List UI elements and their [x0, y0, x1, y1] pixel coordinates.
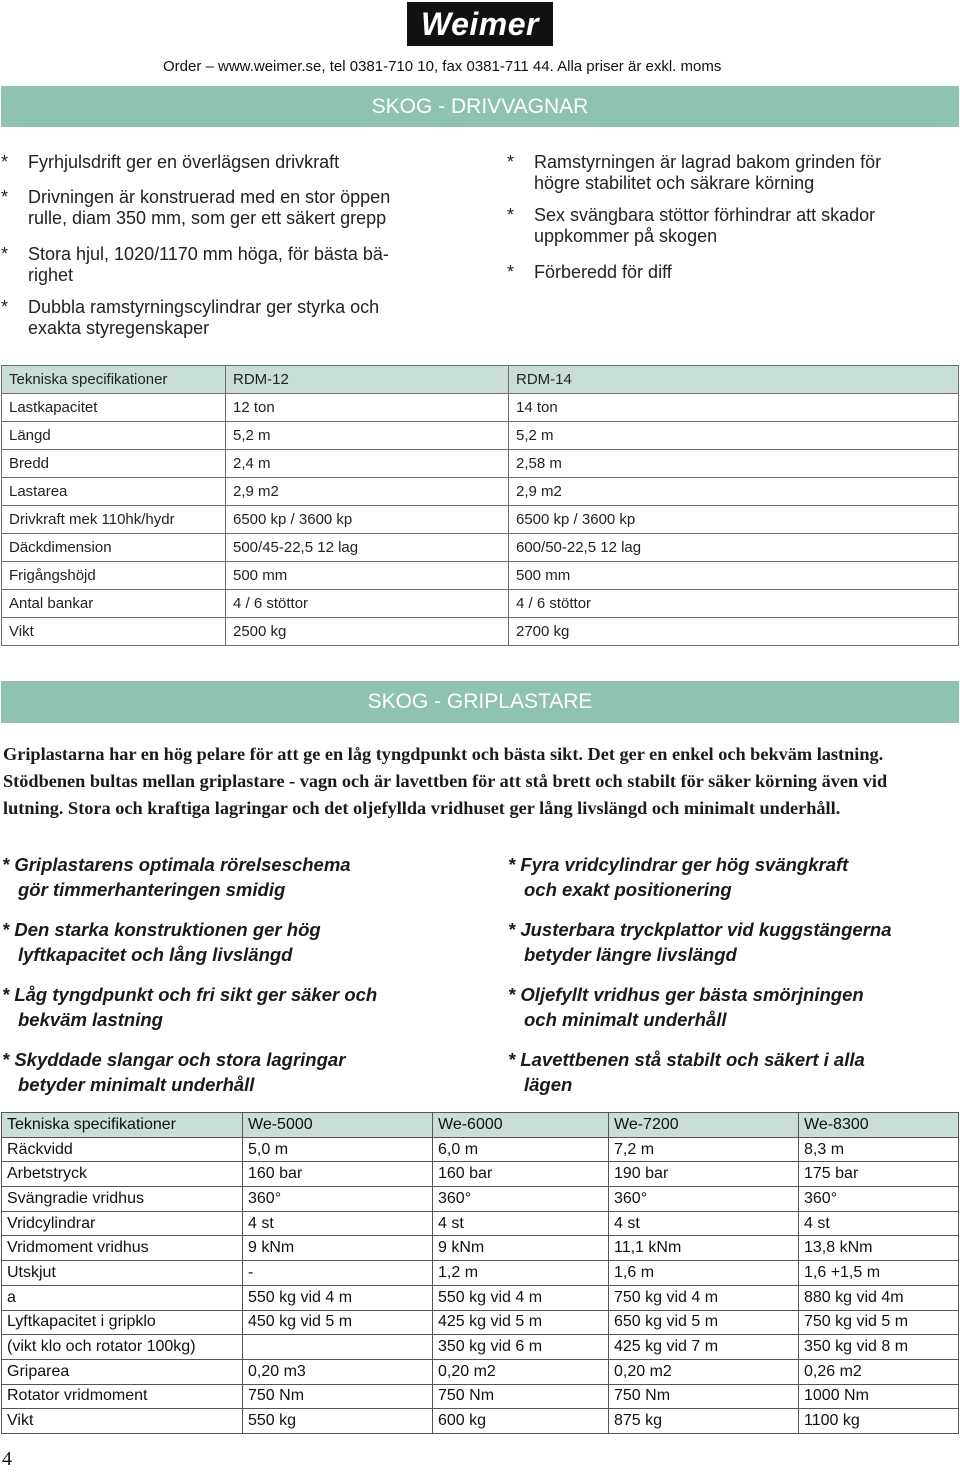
paragraph-line: Stödbenen bultas mellan griplastare - vagn och är lavettben för att stå brett och stabilt för säker körning även vid [3, 771, 888, 791]
table-cell: 600/50-22,5 12 lag [509, 534, 959, 562]
page-number: 4 [2, 1448, 12, 1470]
table-cell: 1,6 m [609, 1261, 799, 1286]
table-cell: 6500 kp / 3600 kp [226, 506, 509, 534]
table-row [2, 1409, 959, 1434]
feature-item [2, 1047, 345, 1097]
table-row [2, 534, 959, 562]
table-cell: a [2, 1285, 243, 1310]
table-cell: 2500 kg [226, 618, 509, 646]
feature-item [508, 1047, 865, 1097]
table-cell: Vikt [2, 1409, 243, 1434]
table-cell [243, 1335, 433, 1360]
feature-line: Drivningen är konstruerad med en stor öppen [28, 187, 391, 207]
table-row [2, 1236, 959, 1261]
table-cell: 160 bar [243, 1162, 433, 1187]
section-title: SKOG - DRIVVAGNAR [371, 94, 589, 118]
header-cell: RDM-14 [509, 366, 959, 394]
table-cell: - [243, 1261, 433, 1286]
table-cell: Utskjut [2, 1261, 243, 1286]
table-cell: 4 / 6 stöttor [226, 590, 509, 618]
feature-line: lägen [524, 1074, 573, 1095]
bullet-star: * [507, 205, 515, 225]
table-cell: 750 kg vid 5 m [799, 1310, 959, 1335]
table-cell: Griparea [2, 1359, 243, 1384]
table-cell: 5,2 m [509, 422, 959, 450]
table-cell: 350 kg vid 8 m [799, 1335, 959, 1360]
table-row [2, 562, 959, 590]
table-cell: 450 kg vid 5 m [243, 1310, 433, 1335]
table-cell: 9 kNm [433, 1236, 609, 1261]
table-cell: 2700 kg [509, 618, 959, 646]
table-cell: Svängradie vridhus [2, 1187, 243, 1212]
feature-line: exakta styregenskaper [28, 318, 210, 338]
feature-line: * Lavettbenen stå stabilt och säkert i alla [508, 1049, 865, 1070]
feature-item [2, 982, 377, 1032]
feature-item [508, 982, 864, 1032]
table-cell: 0,20 m3 [243, 1359, 433, 1384]
header-cell: We-8300 [799, 1113, 959, 1138]
bullet-star: * [1, 297, 9, 317]
feature-line: gör timmerhanteringen smidig [18, 879, 286, 900]
table-cell: 600 kg [433, 1409, 609, 1434]
table-cell: Rotator vridmoment [2, 1384, 243, 1409]
table-cell: 1,2 m [433, 1261, 609, 1286]
table-row [2, 478, 959, 506]
table-cell: 7,2 m [609, 1137, 799, 1162]
table-header-row [2, 1113, 959, 1138]
table-cell: 1100 kg [799, 1409, 959, 1434]
table-cell: 160 bar [433, 1162, 609, 1187]
feature-line: Fyrhjulsdrift ger en överlägsen drivkraft [28, 152, 340, 172]
table-cell: (vikt klo och rotator 100kg) [2, 1335, 243, 1360]
bullet-star: * [507, 262, 515, 282]
table-row [2, 618, 959, 646]
table-cell: 4 / 6 stöttor [509, 590, 959, 618]
header-cell: RDM-12 [226, 366, 509, 394]
feature-item [507, 262, 672, 283]
table-row [2, 1335, 959, 1360]
table-cell: Lastkapacitet [2, 394, 226, 422]
table-row [2, 450, 959, 478]
feature-line: * Låg tyngdpunkt och fri sikt ger säker och [2, 984, 378, 1005]
table-cell: 500 mm [509, 562, 959, 590]
table-cell: 2,9 m2 [226, 478, 509, 506]
table-row [2, 1261, 959, 1286]
section-banner-drivvagnar [1, 86, 959, 127]
table-cell: 360° [799, 1187, 959, 1212]
table-header-row [2, 366, 959, 394]
table-cell: 0,20 m2 [609, 1359, 799, 1384]
table-cell: 500/45-22,5 12 lag [226, 534, 509, 562]
table-cell: 360° [609, 1187, 799, 1212]
table-cell: Drivkraft mek 110hk/hydr [2, 506, 226, 534]
table-cell: 2,58 m [509, 450, 959, 478]
table-cell: Arbetstryck [2, 1162, 243, 1187]
bullet-star: * [1, 152, 9, 172]
table-cell: 360° [433, 1187, 609, 1212]
feature-line: * Griplastarens optimala rörelseschema [2, 854, 351, 875]
table-cell: 4 st [799, 1211, 959, 1236]
feature-line: Sex svängbara stöttor förhindrar att skador [534, 205, 876, 225]
table-row [2, 1137, 959, 1162]
table-cell: Längd [2, 422, 226, 450]
feature-item [508, 852, 848, 902]
table-cell: Lyftkapacitet i gripklo [2, 1310, 243, 1335]
table-row [2, 394, 959, 422]
table-cell: Lastarea [2, 478, 226, 506]
feature-line: righet [28, 265, 74, 285]
table-cell: 2,4 m [226, 450, 509, 478]
table-cell: 425 kg vid 7 m [609, 1335, 799, 1360]
table-cell: 0,26 m2 [799, 1359, 959, 1384]
spec-table-drivvagnar [1, 365, 959, 646]
table-cell: 5,2 m [226, 422, 509, 450]
table-cell: 550 kg [243, 1409, 433, 1434]
feature-line: Stora hjul, 1020/1170 mm höga, för bästa bä- [28, 244, 389, 264]
order-text: Order – www.weimer.se, tel 0381-710 10, fax 0381-711 44. Alla priser är exkl. moms [163, 58, 722, 75]
table-cell: Vikt [2, 618, 226, 646]
weimer-logo [407, 2, 553, 46]
feature-item [1, 297, 379, 339]
feature-line: Förberedd för diff [534, 262, 672, 282]
intro-paragraph [3, 741, 960, 822]
table-cell: 1,6 +1,5 m [799, 1261, 959, 1286]
section-banner-griplastare [1, 681, 959, 723]
header-cell: Tekniska specifikationer [2, 1113, 243, 1138]
feature-item [508, 917, 891, 967]
feature-line: rulle, diam 350 mm, som ger ett säkert grepp [28, 208, 387, 228]
table-row [2, 1359, 959, 1384]
table-cell: 360° [243, 1187, 433, 1212]
table-cell: 1000 Nm [799, 1384, 959, 1409]
feature-line: lyftkapacitet och lång livslängd [18, 944, 293, 965]
feature-line: och minimalt underhåll [524, 1009, 727, 1030]
feature-line: * Skyddade slangar och stora lagringar [2, 1049, 346, 1070]
table-cell: 175 bar [799, 1162, 959, 1187]
table-cell: 4 st [609, 1211, 799, 1236]
section-title: SKOG - GRIPLASTARE [367, 690, 593, 713]
table-cell: Frigångshöjd [2, 562, 226, 590]
table-cell: 4 st [243, 1211, 433, 1236]
header-cell: We-5000 [243, 1113, 433, 1138]
feature-line: Ramstyrningen är lagrad bakom grinden för [534, 152, 882, 172]
table-cell: Antal bankar [2, 590, 226, 618]
table-row [2, 590, 959, 618]
bullet-star: * [1, 187, 9, 207]
header-cell: Tekniska specifikationer [2, 366, 226, 394]
logo-text: Weimer [420, 5, 539, 42]
table-cell: 0,20 m2 [433, 1359, 609, 1384]
table-cell: 750 Nm [433, 1384, 609, 1409]
table-cell: Däckdimension [2, 534, 226, 562]
table-cell: 550 kg vid 4 m [433, 1285, 609, 1310]
table-row [2, 1187, 959, 1212]
table-cell: 350 kg vid 6 m [433, 1335, 609, 1360]
feature-item [2, 917, 321, 967]
feature-line: betyder minimalt underhåll [18, 1074, 255, 1095]
table-cell: Vridmoment vridhus [2, 1236, 243, 1261]
table-cell: 550 kg vid 4 m [243, 1285, 433, 1310]
feature-item [1, 244, 389, 286]
table-cell: 9 kNm [243, 1236, 433, 1261]
header-cell: We-6000 [433, 1113, 609, 1138]
bullet-star: * [507, 152, 515, 172]
feature-line: * Justerbara tryckplattor vid kuggstängerna [508, 919, 892, 940]
table-cell: Bredd [2, 450, 226, 478]
paragraph-line: lutning. Stora och kraftiga lagringar och det oljefyllda vridhuset ger lång livslängd och minimalt underhåll. [3, 798, 841, 818]
table-cell: 500 mm [226, 562, 509, 590]
header-cell: We-7200 [609, 1113, 799, 1138]
feature-line: uppkommer på skogen [534, 226, 718, 246]
feature-line: * Den starka konstruktionen ger hög [2, 919, 321, 940]
feature-line: * Oljefyllt vridhus ger bästa smörjningen [508, 984, 864, 1005]
table-cell: 11,1 kNm [609, 1236, 799, 1261]
table-cell: 875 kg [609, 1409, 799, 1434]
feature-item [507, 205, 875, 247]
feature-line: och exakt positionering [524, 879, 732, 900]
feature-line: högre stabilitet och säkrare körning [534, 173, 815, 193]
table-row [2, 1162, 959, 1187]
table-cell: 750 Nm [609, 1384, 799, 1409]
table-cell: 4 st [433, 1211, 609, 1236]
table-cell: 14 ton [509, 394, 959, 422]
table-cell: 750 Nm [243, 1384, 433, 1409]
spec-table-griplastare [1, 1112, 959, 1434]
table-cell: 6500 kp / 3600 kp [509, 506, 959, 534]
feature-item [1, 152, 339, 173]
table-cell: Räckvidd [2, 1137, 243, 1162]
table-cell: 13,8 kNm [799, 1236, 959, 1261]
table-cell: 880 kg vid 4m [799, 1285, 959, 1310]
table-cell: 6,0 m [433, 1137, 609, 1162]
table-cell: 425 kg vid 5 m [433, 1310, 609, 1335]
feature-line: Dubbla ramstyrningscylindrar ger styrka och [28, 297, 380, 317]
table-row [2, 422, 959, 450]
table-cell: 12 ton [226, 394, 509, 422]
table-cell: 2,9 m2 [509, 478, 959, 506]
table-cell: 5,0 m [243, 1137, 433, 1162]
table-row [2, 1285, 959, 1310]
feature-line: bekväm lastning [18, 1009, 163, 1030]
feature-line: betyder längre livslängd [524, 944, 737, 965]
table-row [2, 1384, 959, 1409]
paragraph-line: Griplastarna har en hög pelare för att ge en låg tyngdpunkt och bästa sikt. Det ger en enkel och bekväm lastning. [3, 744, 884, 764]
feature-item [2, 852, 351, 902]
table-cell: 750 kg vid 4 m [609, 1285, 799, 1310]
table-row [2, 1310, 959, 1335]
feature-item [507, 152, 881, 194]
feature-item [1, 187, 390, 229]
bullet-star: * [1, 244, 9, 264]
table-row [2, 506, 959, 534]
table-cell: Vridcylindrar [2, 1211, 243, 1236]
table-cell: 190 bar [609, 1162, 799, 1187]
table-row [2, 1211, 959, 1236]
table-cell: 650 kg vid 5 m [609, 1310, 799, 1335]
feature-line: * Fyra vridcylindrar ger hög svängkraft [508, 854, 849, 875]
table-cell: 8,3 m [799, 1137, 959, 1162]
